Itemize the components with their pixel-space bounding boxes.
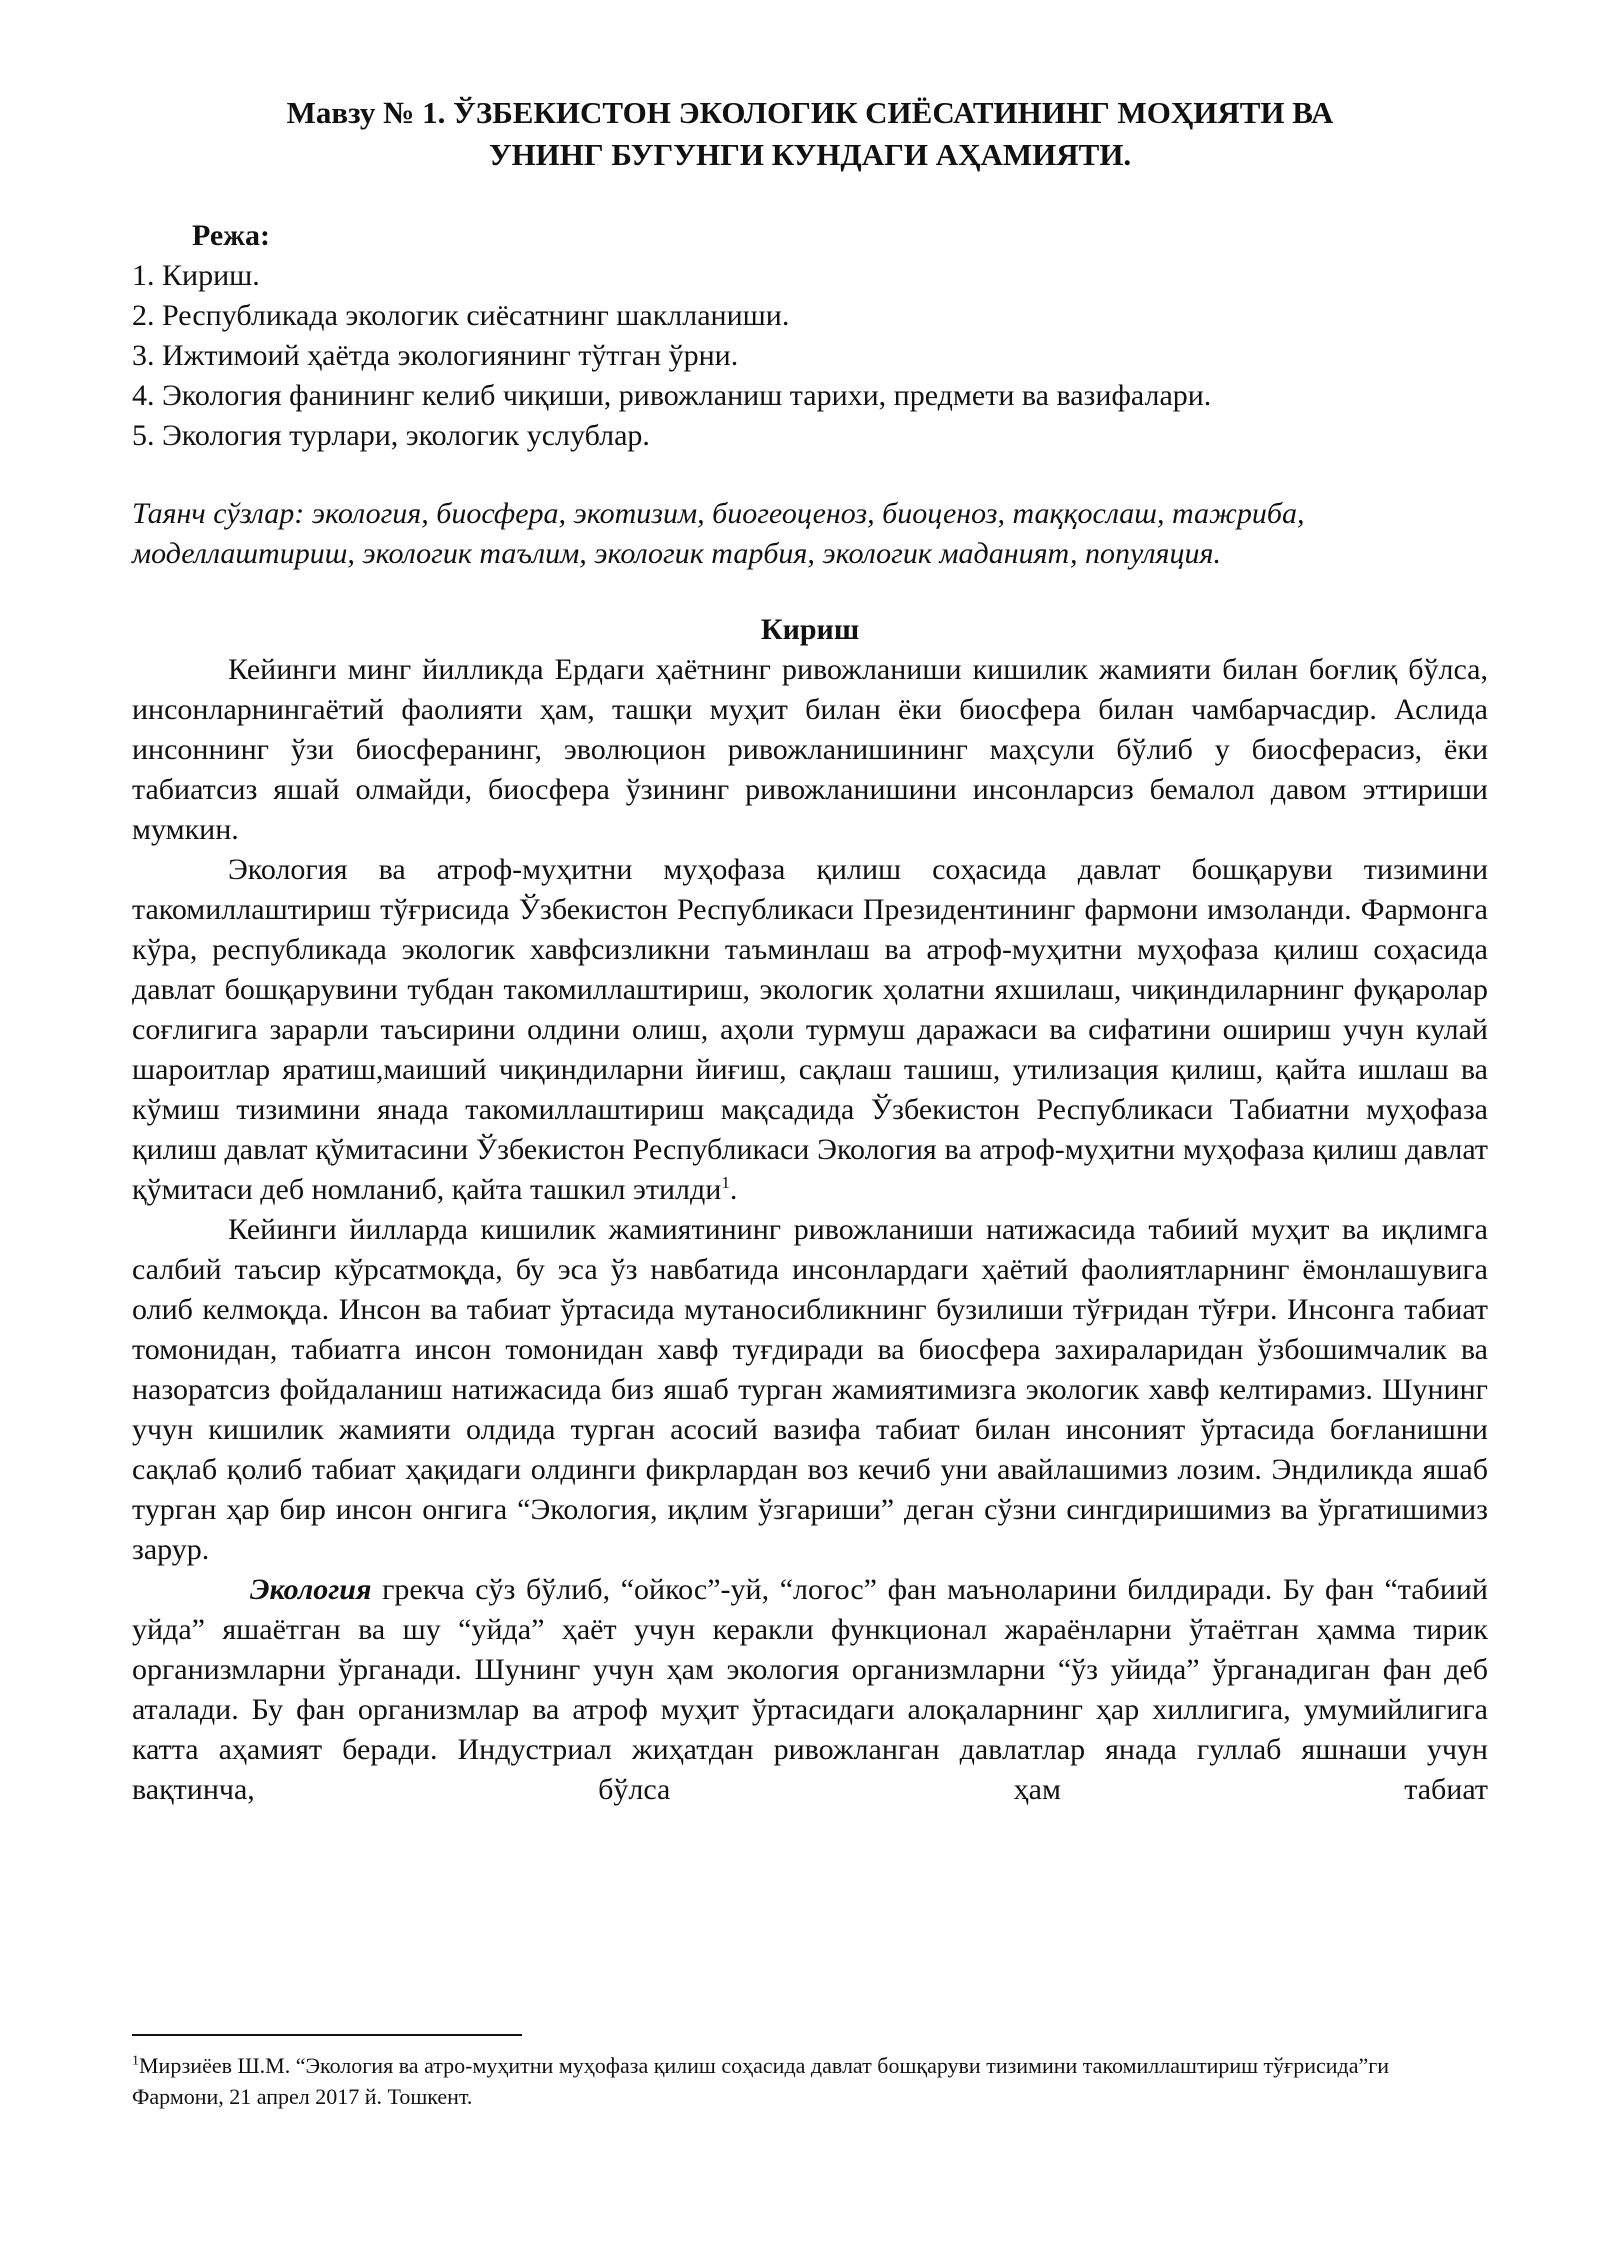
document-page: [132, 92, 1488, 1810]
plan-item-1: 1. Кириш.: [132, 259, 260, 292]
title-line-1: Мавзу № 1. ЎЗБЕКИСТОН ЭКОЛОГИК СИЁСАТИНИНГ МОҲИЯТИ ВА: [286, 95, 1334, 130]
keywords-paragraph: Таянч сўзлар: экология, биосфера, экотизим, биогеоценоз, биоценоз, таққослаш, тажриба, моделлаштириш, экологик таълим, экологик тарбия, экологик маданият, популяция.: [132, 497, 1305, 570]
plan-item-4: 4. Экология фанининг келиб чиқиши, ривожланиш тарихи, предмети ва вазифалари.: [132, 379, 1212, 412]
footnote-separator: [132, 2034, 522, 2036]
footnote: [132, 2050, 1472, 2112]
intro-paragraph-2: [132, 850, 1488, 1210]
footnote-reference[interactable]: 1: [721, 1173, 730, 1192]
footnote-mark: 1: [132, 2053, 139, 2069]
intro-paragraph-4-text: грекча сўз бўлиб, “ойкос”-уй, “логос” фан маъноларини билдиради. Бу фан “табиий уйда” яшаётган ва шу “уйда” ҳаёт учун керакли функционал жараёнларни ўтаётган ҳамма тирик организмларни ўрганади. Шунинг учун ҳам экология организмларни “ўз уйида” ўрганадиган фан деб аталади. Бу фан организмлар ва атроф муҳит ўртасидаги алоқаларнинг ҳар хиллигига, умумийлигига катта аҳамият беради. Индустриал жиҳатдан ривожланган давлатлар янада гуллаб яшнаши учун вақтинча, бўлса ҳам табиат: [132, 1573, 1488, 1806]
intro-paragraph-4: [132, 1570, 1488, 1810]
intro-paragraph-3: Кейинги йилларда кишилик жамиятининг ривожланиши натижасида табиий муҳит ва иқлимга салбий таъсир кўрсатмоқда, бу эса ўз навбатида инсонлардаги ҳаётий фаолиятларнинг ёмонлашувига олиб келмоқда. Инсон ва табиат ўртасида мутаносибликнинг бузилиши тўғридан тўғри. Инсонга табиат томонидан, табиатга инсон томонидан хавф туғдиради ва биосфера захираларидан ўзбошимчалик ва назоратсиз фойдаланиш натижасида биз яшаб турган жамиятимизга экологик хавф келтирамиз. Шунинг учун кишилик жамияти олдида турган асосий вазифа табиат билан инсоният ўртасида боғланишни сақлаб қолиб табиат ҳақидаги олдинги фикрлардан воз кечиб уни авайлашимиз лозим. Эндиликда яшаб турган ҳар бир инсон онгига “Экология, иқлим ўзгариши” деган сўзни сингдиришимиз ва ўргатишимиз зарур.: [132, 1213, 1488, 1566]
intro-paragraph-2-text: Экология ва атроф-муҳитни муҳофаза қилиш соҳасида давлат бошқаруви тизимини такомиллаштириш тўғрисида Ўзбекистон Республикаси Президентининг фармони имзоланди. Фармонга кўра, республикада экологик хавфсизликни таъминлаш ва атроф-муҳитни муҳофаза қилиш соҳасида давлат бошқарувини тубдан такомиллаштириш, экологик ҳолатни яхшилаш, чиқиндиларнинг фуқаролар соғлигига зарарли таъсирини олдини олиш, аҳоли турмуш даражаси ва сифатини ошириш учун кулай шароитлар яратиш,маиший чиқиндиларни йиғиш, сақлаш ташиш, утилизация қилиш, қайта ишлаш ва кўмиш тизимини янада такомиллаштириш мақсадида Ўзбекистон Республикаси Табиатни муҳофаза қилиш давлат қўмитасини Ўзбекистон Республикаси Экология ва атроф-муҳитни муҳофаза қилиш давлат қўмитаси деб номланиб, қайта ташкил этилди: [132, 853, 1488, 1206]
term-ecology: Экология: [250, 1573, 372, 1606]
plan-item-3: 3. Ижтимоий ҳаётда экологиянинг тўтган ўрни.: [132, 339, 739, 372]
intro-paragraph-1: Кейинги минг йилликда Ердаги ҳаётнинг ривожланиши кишилик жамияти билан боғлиқ бўлса, инсонларнингаётий фаолияти ҳам, ташқи муҳит билан ёки биосфера билан чамбарчасдир. Аслида инсоннинг ўзи биосферанинг, эволюцион ривожланишининг маҳсули бўлиб у биосферасиз, ёки табиатсиз яшай олмайди, биосфера ўзининг ривожланишини инсонларсиз бемалол давом эттириши мумкин.: [132, 653, 1488, 846]
plan-heading: Режа:: [192, 219, 270, 252]
section-heading: Кириш: [760, 613, 860, 646]
plan-list: [132, 256, 1488, 456]
document-title: [132, 92, 1488, 176]
intro-paragraph-2-end: .: [729, 1173, 738, 1206]
title-line-2: УНИНГ БУГУНГИ КУНДАГИ АҲАМИЯТИ.: [488, 137, 1132, 172]
plan-item-5: 5. Экология турлари, экологик услублар.: [132, 419, 650, 452]
plan-item-2: 2. Республикада экологик сиёсатнинг шаклланиши.: [132, 299, 790, 332]
footnote-text: Мирзиёев Ш.М. “Экология ва атро-муҳитни муҳофаза қилиш соҳасида давлат бошқаруви тизимини такомиллаштириш тўғрисида”ги Фармони, 21 апрел 2017 й. Тошкент.: [132, 2053, 1390, 2109]
